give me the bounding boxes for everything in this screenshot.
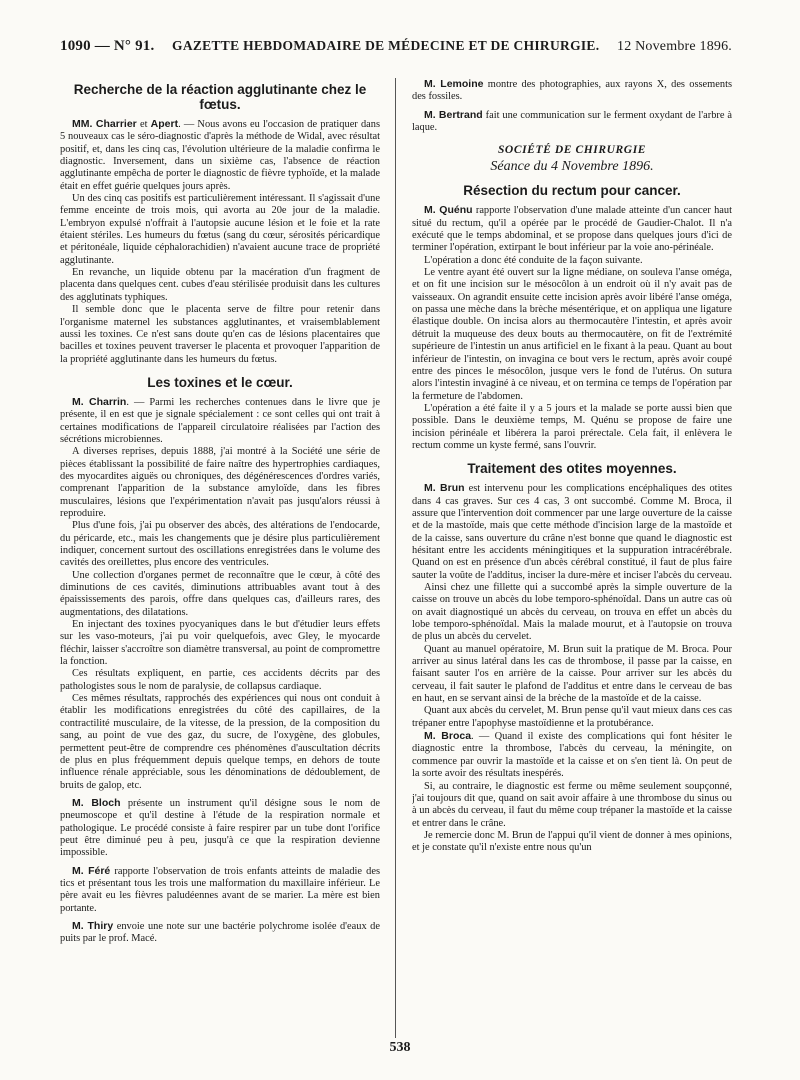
paragraph-thiry: M. Thiry envoie une note sur une bactérie polychrome isolée d'eaux de puits par le prof. Macé. — [60, 919, 380, 945]
author-name: MM. Charrier — [72, 118, 137, 130]
paragraph: Ainsi chez une fillette qui a succombé après la simple ouverture de la caisse on trouve un abcès du lobe temporo-sphénoïdal. Dans un autre cas où on avait diagnostiqué un abcès du cerveau, on trouva en effet un abcès du lobe temporo-sphénoïdal. Mais la malade mourut, et à l'autopsie on trouva de plus un abcès du cervelet. — [412, 582, 732, 643]
paragraph: En revanche, un liquide obtenu par la macération d'un fragment de placenta dans quelques cent. cubes d'eau stérilisée produisit dans les cultures des agglutinats typhiques. — [60, 267, 380, 303]
left-column — [60, 78, 380, 1038]
paragraph: Le ventre ayant été ouvert sur la ligne médiane, on souleva l'anse oméga, et on fit une incision sur le mésocôlon à un endroit où il n'y avait pas de vaisseaux. On agrandit ensuite cette incision après avoir libéré l'anse oméga, on passa une mèche dans la brèche mésentérique, et on appliqua une ligature élastique double. On incisa alors au thermocautère l'intestin, et après avoir détruit la muqueuse des deux bouts au thermocautère, on fit de l'extrémité supérieure de l'intestin un anus artificiel en le fixant à la peau. Quant au bout inférieur de l'intestin, on invagina ce bout vers le rectum, après avoir coupé entre des pinces le mésocôlon, jusque vers le fond de l'utérus. On sutura alors l'intestin invaginé à ce niveau, et on termina ce temps de l'opération par la fermeture de l'abdomen. — [412, 267, 732, 402]
paragraph: Ces mêmes résultats, rapprochés des expériences qui nous ont conduit à établir les modifications enregistrées du côté des capillaires, de la contractilité musculaire, de la vitesse, de la pression, de la composition du sang, au point de vue des gaz, du sucre, de l'oxygène, des globules, permettent peut-être de comprendre ces phénomènes d'auscultation décrits de plus en plus fréquemment depuis quelque temps, en dehors de toute influence rénale appréciable, sous les dénominations de dédoublement, de bruits de galop, etc. — [60, 693, 380, 791]
paragraph: Un des cinq cas positifs est particulièrement intéressant. Il s'agissait d'une femme enceinte de trois mois, qui avorta au 20e jour de la maladie. L'embryon expulsé n'offrait à l'autopsie aucune lésion et le foie et la rate étaient stériles. Les humeurs du fœtus (sang du cœur, sérosités péricardique et péritonéale, liquide céphalorachidien) n'avaient aucune trace de propriété agglutinante. — [60, 193, 380, 266]
section-title-rectum: Résection du rectum pour cancer. — [463, 183, 681, 199]
author-name: Apert — [150, 118, 179, 130]
paragraph-lemoine: M. Lemoine montre des photographies, aux rayons X, des ossements des fossiles. — [412, 78, 732, 103]
section-title-agglutination: Recherche de la réaction agglutinante chez le fœtus. — [73, 82, 367, 112]
paragraph: M. Quénu rapporte l'observation d'une malade atteinte d'un cancer haut situé du rectum, qu'il a opérée par le procédé de Gaudier-Chalot. Il n'a exécuté que le temps abdominal, et se propose dans quelques jours d'ici de terminer l'opération, extirpant le bout inférieur par la voie ano-périnéale. — [412, 204, 732, 254]
running-head — [60, 38, 732, 55]
author-name: M. Thiry — [72, 919, 114, 932]
section-title-otitis: Traitement des otites moyennes. — [467, 461, 677, 477]
paragraph-fere: M. Féré rapporte l'observation de trois enfants atteints de maladie des tics et présentant tous les trois une malformation du maxillaire inférieur. Le père avait eu les fièvres paludéennes avant de se marier. La mère est bien portante. — [60, 864, 380, 914]
right-column — [412, 78, 732, 1038]
paragraph: M. Brun est intervenu pour les complications encéphaliques des otites dans 4 cas graves. Sur ces 4 cas, 3 ont succombé. Comme M. Broca, il assure que l'intervention doit commencer par une large ouverture de la caisse et de la mastoïde, mais que cette méthode d'incision large de la mastoïde et de la caisse, sans ouverture du crâne n'est bonne que quand le diagnostic est hésitant entre les accidents méningitiques et la suppuration intracérébrale. Quand on est en présence d'un abcès cérébral constitué, il faut de plus faire sauter la voûte de l'additus, inciser la dure-mère et inciser l'abcès du cerveau. — [412, 482, 732, 581]
author-name: M. Bloch — [72, 796, 121, 809]
paragraph: L'opération a donc été conduite de la façon suivante. — [424, 254, 643, 266]
author-name: M. Brun — [424, 482, 465, 495]
paragraph: Plus d'une fois, j'ai pu observer des abcès, des altérations de l'endocarde, du péricarde, etc., mais les changements que je désire plus particulièrement indiquer, concernent surtout des oscillations enregistrées dans le volume des cavités des oreillettes, plus encore des ventricules. — [60, 520, 380, 569]
paragraph: Quant au manuel opératoire, M. Brun suit la pratique de M. Broca. Pour arriver au sinus latéral dans les cas de thrombose, il passe par la caisse, en faisant sauter l'os en arrière de la caisse. Pour arriver sur les abcès du cerveau, il fait sauter le plafond de l'additus et entre dans le cerveau de bas en haut, en se servant ainsi de la brèche de la mastoïde et de la caisse. — [412, 643, 732, 705]
author-name: M. Lemoine — [424, 78, 484, 90]
paragraph: M. Broca. — Quand il existe des complications qui font hésiter le diagnostic entre la thrombose, l'abcès du cerveau, la méningite, on commence par ouvrir la mastoïde et la caisse et on s'en tient là. On peut de la sorte avoir des résultats inespérés. — [412, 730, 732, 780]
paragraph: Je remercie donc M. Brun de l'appui qu'il vient de donner à mes opinions, et je constate qu'il n'existe entre nous qu'un — [412, 829, 732, 854]
paragraph: Il semble donc que le placenta serve de filtre pour retenir dans l'organisme maternel les substances agglutinantes, et vraisemblablement aussi les toxines. Ce n'est sans doute qu'en cas de lésions placentaires que bacilles et toxines peuvent traverser le placenta et provoquer l'apparition de la propriété agglutinante dans les humeurs du fœtus. — [60, 304, 380, 365]
paragraph: M. Charrin. — Parmi les recherches contenues dans le livre que je présente, il en est que je signale spécialement : ce sont celles qui ont trait à certaines modifications de l'appareil circulatoire réalisées par l'action des sécrétions microbiennes. — [60, 395, 380, 445]
paragraph-bertrand: M. Bertrand fait une communication sur le ferment oxydant de l'arbre à laque. — [412, 108, 732, 134]
paragraph: Si, au contraire, le diagnostic est ferme ou même seulement soupçonné, j'ai toujours dit que, quand on sait avoir affaire à une thrombose du sinus ou à un abcès du cerveau, il faut du même coup trépaner la mastoïde et la caisse et entrer dans le crâne. — [412, 780, 732, 829]
author-name: M. Broca — [424, 730, 472, 743]
author-name: M. Féré — [72, 864, 111, 877]
paragraph-bloch: M. Bloch présente un instrument qu'il désigne sous le nom de pneumoscope et qu'il destine à l'étude de la respiration normale et pathologique. Le procédé consiste à faire respirer par un tube dont l'orifice peut être diminué peu à peu, jusqu'à ce que la respiration devienne impossible. — [60, 796, 380, 859]
journal-title: GAZETTE HEBDOMADAIRE DE MÉDECINE ET DE CHIRURGIE. — [172, 38, 600, 53]
section-title-toxins: Les toxines et le cœur. — [147, 374, 293, 390]
author-name: M. Quénu — [424, 204, 473, 217]
society-heading: SOCIÉTÉ DE CHIRURGIE — [497, 144, 647, 157]
paragraph: MM. Charrier et Apert. — Nous avons eu l'occasion de pratiquer dans 5 nouveaux cas le séro-diagnostic d'après la méthode de Widal, avec résultat positif, et, dans les cinq cas, l'évolution ultérieure de la maladie confirma le diagnostic. Inversement, dans un sixième cas, l'absence de réaction agglutinante empêcha de porter le diagnostic de fièvre typhoïde, et la malade était en effet guérie quelques jours après. — [60, 118, 380, 192]
paragraph: En injectant des toxines pyocyaniques dans le but d'étudier leurs effets sur les vaso-moteurs, j'ai pu voir quelquefois, avec Gley, le myocarde fléchir, laisser s'accroître son diamètre transversal, au point de compromettre la fonction. — [60, 619, 380, 668]
page-label: 1090 — N° 91. — [60, 38, 155, 54]
paragraph: Une collection d'organes permet de reconnaître que le cœur, à côté des diminutions de ces cavités, diminutions attribuables avant tout à des épaississements des parois, offre dans quelques cas, d'ailleurs rares, des augmentations, des dilatations. — [60, 569, 380, 618]
session-date: Séance du 4 Novembre 1896. — [490, 159, 654, 175]
issue-date: 12 Novembre 1896. — [617, 39, 732, 54]
paragraph: Ces résultats expliquent, en partie, ces accidents décrits par des pathologistes sous le nom de paralysie, de collapsus cardiaque. — [60, 668, 380, 692]
two-column-body — [60, 78, 732, 1038]
author-name: M. Charrin — [72, 395, 127, 408]
paragraph: L'opération a été faite il y a 5 jours et la malade se porte aussi bien que possible. Dans le deuxième temps, M. Quénu se propose de faire une incision périnéale et libérera la paroi prérectale. Cela fait, il enlèvera le rectum comme un kyste fermé, sans l'ouvrir. — [412, 402, 732, 451]
paragraph: A diverses reprises, depuis 1888, j'ai montré à la Société une série de pièces établissant la possibilité de faire naître des hypertrophies cardiaques, des myocardites aiguës ou chroniques, des dégénérescences d'ordres variés, comprenant l'apparition de la substance amyloïde, dans les fibres musculaires, lésions que l'expérimentation n'avait pas jusqu'alors réussi à reproduire. — [60, 446, 380, 519]
page-number: 538 — [389, 1040, 411, 1055]
author-name: M. Bertrand — [424, 108, 483, 121]
paragraph: Quant aux abcès du cervelet, M. Brun pense qu'il vaut mieux dans ces cas trépaner entre l'apophyse mastoïdienne et la protubérance. — [412, 705, 732, 729]
column-divider — [395, 78, 396, 1038]
